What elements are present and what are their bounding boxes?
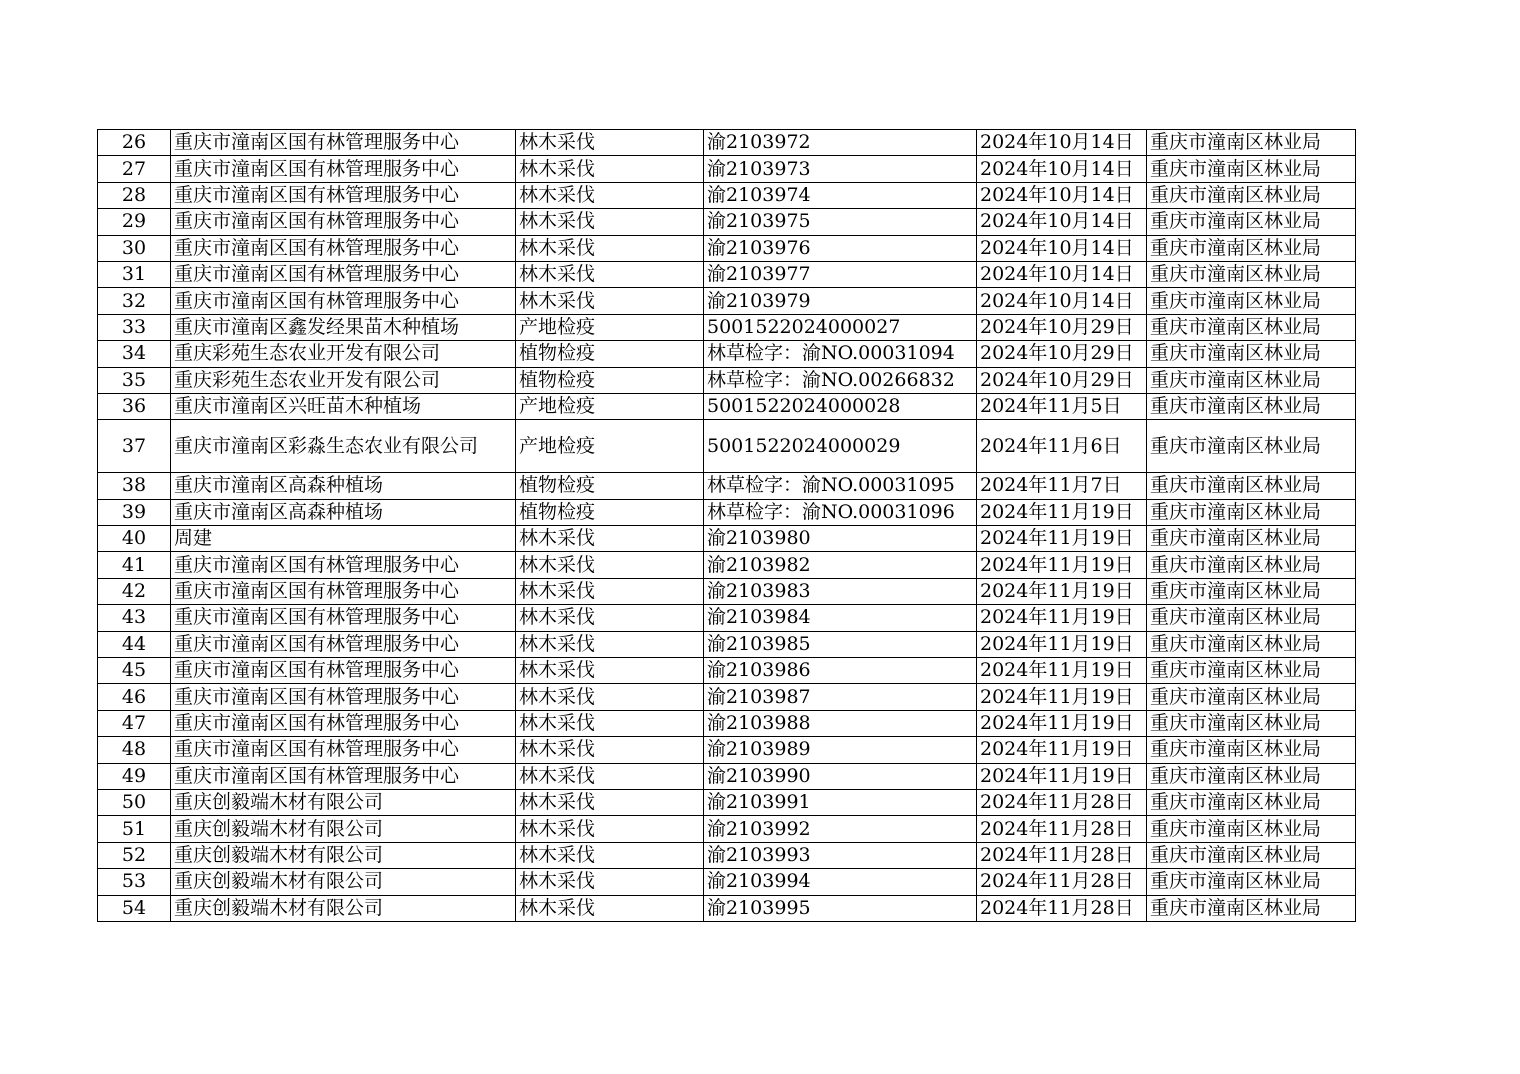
permit-type-cell: 林木采伐 — [516, 658, 704, 684]
permit-type-cell: 植物检疫 — [516, 341, 704, 367]
table-row — [98, 710, 1356, 736]
certificate-number-cell: 5001522024000029 — [704, 420, 977, 473]
issue-date-cell: 2024年10月14日 — [977, 156, 1147, 182]
issue-date-cell: 2024年11月19日 — [977, 684, 1147, 710]
issue-date-cell: 2024年11月19日 — [977, 499, 1147, 525]
row-number-cell: 36 — [98, 393, 171, 419]
issuing-authority-cell: 重庆市潼南区林业局 — [1147, 341, 1356, 367]
row-number-cell: 39 — [98, 499, 171, 525]
row-number-cell: 26 — [98, 130, 171, 156]
certificate-number-cell: 5001522024000027 — [704, 314, 977, 340]
table-row — [98, 209, 1356, 235]
unit-name-cell: 重庆市潼南区国有林管理服务中心 — [171, 578, 516, 604]
unit-name-cell: 重庆市潼南区国有林管理服务中心 — [171, 605, 516, 631]
issuing-authority-cell: 重庆市潼南区林业局 — [1147, 420, 1356, 473]
issuing-authority-cell: 重庆市潼南区林业局 — [1147, 526, 1356, 552]
unit-name-cell: 重庆创毅端木材有限公司 — [171, 895, 516, 921]
row-number-cell: 44 — [98, 631, 171, 657]
certificate-number-cell: 渝2103993 — [704, 842, 977, 868]
unit-name-cell: 重庆市潼南区兴旺苗木种植场 — [171, 393, 516, 419]
certificate-number-cell: 渝2103985 — [704, 631, 977, 657]
table-row — [98, 499, 1356, 525]
unit-name-cell: 重庆市潼南区国有林管理服务中心 — [171, 182, 516, 208]
permit-type-cell: 林木采伐 — [516, 156, 704, 182]
table-row — [98, 156, 1356, 182]
unit-name-cell: 重庆市潼南区国有林管理服务中心 — [171, 737, 516, 763]
issue-date-cell: 2024年10月14日 — [977, 261, 1147, 287]
permit-type-cell: 林木采伐 — [516, 789, 704, 815]
table-row — [98, 235, 1356, 261]
certificate-number-cell: 渝2103980 — [704, 526, 977, 552]
row-number-cell: 53 — [98, 869, 171, 895]
permit-type-cell: 林木采伐 — [516, 869, 704, 895]
row-number-cell: 46 — [98, 684, 171, 710]
table-row — [98, 341, 1356, 367]
permit-type-cell: 林木采伐 — [516, 684, 704, 710]
issue-date-cell: 2024年11月19日 — [977, 658, 1147, 684]
unit-name-cell: 重庆市潼南区鑫发经果苗木种植场 — [171, 314, 516, 340]
issuing-authority-cell: 重庆市潼南区林业局 — [1147, 235, 1356, 261]
certificate-number-cell: 渝2103979 — [704, 288, 977, 314]
permit-type-cell: 林木采伐 — [516, 895, 704, 921]
unit-name-cell: 重庆市潼南区国有林管理服务中心 — [171, 261, 516, 287]
unit-name-cell: 重庆市潼南区国有林管理服务中心 — [171, 288, 516, 314]
issue-date-cell: 2024年10月29日 — [977, 367, 1147, 393]
row-number-cell: 27 — [98, 156, 171, 182]
issuing-authority-cell: 重庆市潼南区林业局 — [1147, 658, 1356, 684]
permit-type-cell: 林木采伐 — [516, 763, 704, 789]
table-row — [98, 816, 1356, 842]
certificate-number-cell: 渝2103982 — [704, 552, 977, 578]
permit-type-cell: 植物检疫 — [516, 499, 704, 525]
table-row — [98, 789, 1356, 815]
issuing-authority-cell: 重庆市潼南区林业局 — [1147, 314, 1356, 340]
certificate-number-cell: 渝2103976 — [704, 235, 977, 261]
permit-type-cell: 林木采伐 — [516, 526, 704, 552]
certificate-number-cell: 林草检字：渝NO.00031096 — [704, 499, 977, 525]
issuing-authority-cell: 重庆市潼南区林业局 — [1147, 605, 1356, 631]
row-number-cell: 40 — [98, 526, 171, 552]
issue-date-cell: 2024年11月19日 — [977, 737, 1147, 763]
certificate-number-cell: 林草检字：渝NO.00031094 — [704, 341, 977, 367]
issuing-authority-cell: 重庆市潼南区林业局 — [1147, 182, 1356, 208]
row-number-cell: 52 — [98, 842, 171, 868]
issuing-authority-cell: 重庆市潼南区林业局 — [1147, 578, 1356, 604]
permit-type-cell: 林木采伐 — [516, 209, 704, 235]
row-number-cell: 45 — [98, 658, 171, 684]
issue-date-cell: 2024年11月19日 — [977, 526, 1147, 552]
row-number-cell: 43 — [98, 605, 171, 631]
unit-name-cell: 重庆市潼南区国有林管理服务中心 — [171, 235, 516, 261]
row-number-cell: 35 — [98, 367, 171, 393]
issuing-authority-cell: 重庆市潼南区林业局 — [1147, 499, 1356, 525]
unit-name-cell: 重庆创毅端木材有限公司 — [171, 789, 516, 815]
certificate-number-cell: 渝2103986 — [704, 658, 977, 684]
table-row — [98, 605, 1356, 631]
issue-date-cell: 2024年11月6日 — [977, 420, 1147, 473]
issue-date-cell: 2024年10月29日 — [977, 341, 1147, 367]
permit-type-cell: 林木采伐 — [516, 552, 704, 578]
issuing-authority-cell: 重庆市潼南区林业局 — [1147, 737, 1356, 763]
issuing-authority-cell: 重庆市潼南区林业局 — [1147, 789, 1356, 815]
issue-date-cell: 2024年10月14日 — [977, 182, 1147, 208]
issue-date-cell: 2024年11月28日 — [977, 789, 1147, 815]
certificate-number-cell: 渝2103973 — [704, 156, 977, 182]
table-row — [98, 367, 1356, 393]
certificate-number-cell: 渝2103990 — [704, 763, 977, 789]
certificate-number-cell: 渝2103987 — [704, 684, 977, 710]
unit-name-cell: 重庆创毅端木材有限公司 — [171, 869, 516, 895]
row-number-cell: 49 — [98, 763, 171, 789]
table-row — [98, 842, 1356, 868]
issue-date-cell: 2024年10月29日 — [977, 314, 1147, 340]
issuing-authority-cell: 重庆市潼南区林业局 — [1147, 842, 1356, 868]
issue-date-cell: 2024年10月14日 — [977, 235, 1147, 261]
table-row — [98, 261, 1356, 287]
certificate-number-cell: 渝2103992 — [704, 816, 977, 842]
table-row — [98, 684, 1356, 710]
certificate-number-cell: 渝2103972 — [704, 130, 977, 156]
row-number-cell: 48 — [98, 737, 171, 763]
row-number-cell: 54 — [98, 895, 171, 921]
certificate-number-cell: 渝2103974 — [704, 182, 977, 208]
issue-date-cell: 2024年11月19日 — [977, 763, 1147, 789]
permit-type-cell: 林木采伐 — [516, 737, 704, 763]
permit-type-cell: 产地检疫 — [516, 393, 704, 419]
issue-date-cell: 2024年11月19日 — [977, 631, 1147, 657]
issue-date-cell: 2024年11月19日 — [977, 710, 1147, 736]
issuing-authority-cell: 重庆市潼南区林业局 — [1147, 288, 1356, 314]
issuing-authority-cell: 重庆市潼南区林业局 — [1147, 393, 1356, 419]
unit-name-cell: 重庆彩苑生态农业开发有限公司 — [171, 367, 516, 393]
certificate-number-cell: 渝2103989 — [704, 737, 977, 763]
certificate-number-cell: 渝2103988 — [704, 710, 977, 736]
certificate-number-cell: 渝2103983 — [704, 578, 977, 604]
issue-date-cell: 2024年11月19日 — [977, 578, 1147, 604]
records-table — [97, 129, 1356, 922]
unit-name-cell: 重庆创毅端木材有限公司 — [171, 842, 516, 868]
row-number-cell: 47 — [98, 710, 171, 736]
row-number-cell: 30 — [98, 235, 171, 261]
issue-date-cell: 2024年11月28日 — [977, 816, 1147, 842]
table-row — [98, 737, 1356, 763]
table-row — [98, 552, 1356, 578]
permit-type-cell: 林木采伐 — [516, 605, 704, 631]
unit-name-cell: 重庆市潼南区彩淼生态农业有限公司 — [171, 420, 516, 473]
issue-date-cell: 2024年11月19日 — [977, 552, 1147, 578]
permit-type-cell: 林木采伐 — [516, 261, 704, 287]
table-row — [98, 288, 1356, 314]
issuing-authority-cell: 重庆市潼南区林业局 — [1147, 869, 1356, 895]
certificate-number-cell: 渝2103995 — [704, 895, 977, 921]
unit-name-cell: 重庆市潼南区国有林管理服务中心 — [171, 684, 516, 710]
table-row — [98, 869, 1356, 895]
issuing-authority-cell: 重庆市潼南区林业局 — [1147, 552, 1356, 578]
permit-type-cell: 林木采伐 — [516, 842, 704, 868]
permit-type-cell: 林木采伐 — [516, 288, 704, 314]
row-number-cell: 33 — [98, 314, 171, 340]
unit-name-cell: 重庆市潼南区高森种植场 — [171, 499, 516, 525]
row-number-cell: 29 — [98, 209, 171, 235]
unit-name-cell: 周建 — [171, 526, 516, 552]
issuing-authority-cell: 重庆市潼南区林业局 — [1147, 261, 1356, 287]
table-row — [98, 393, 1356, 419]
issuing-authority-cell: 重庆市潼南区林业局 — [1147, 130, 1356, 156]
table-row — [98, 658, 1356, 684]
unit-name-cell: 重庆市潼南区国有林管理服务中心 — [171, 156, 516, 182]
certificate-number-cell: 渝2103975 — [704, 209, 977, 235]
issuing-authority-cell: 重庆市潼南区林业局 — [1147, 816, 1356, 842]
permit-type-cell: 产地检疫 — [516, 420, 704, 473]
certificate-number-cell: 林草检字：渝NO.00266832 — [704, 367, 977, 393]
row-number-cell: 32 — [98, 288, 171, 314]
unit-name-cell: 重庆市潼南区国有林管理服务中心 — [171, 130, 516, 156]
certificate-number-cell: 渝2103984 — [704, 605, 977, 631]
row-number-cell: 51 — [98, 816, 171, 842]
issuing-authority-cell: 重庆市潼南区林业局 — [1147, 763, 1356, 789]
unit-name-cell: 重庆创毅端木材有限公司 — [171, 816, 516, 842]
issue-date-cell: 2024年11月7日 — [977, 473, 1147, 499]
permit-type-cell: 林木采伐 — [516, 235, 704, 261]
row-number-cell: 31 — [98, 261, 171, 287]
issue-date-cell: 2024年11月28日 — [977, 869, 1147, 895]
issuing-authority-cell: 重庆市潼南区林业局 — [1147, 710, 1356, 736]
row-number-cell: 38 — [98, 473, 171, 499]
certificate-number-cell: 渝2103994 — [704, 869, 977, 895]
issue-date-cell: 2024年11月19日 — [977, 605, 1147, 631]
unit-name-cell: 重庆市潼南区国有林管理服务中心 — [171, 710, 516, 736]
permit-type-cell: 林木采伐 — [516, 578, 704, 604]
unit-name-cell: 重庆彩苑生态农业开发有限公司 — [171, 341, 516, 367]
issuing-authority-cell: 重庆市潼南区林业局 — [1147, 209, 1356, 235]
issuing-authority-cell: 重庆市潼南区林业局 — [1147, 684, 1356, 710]
issue-date-cell: 2024年11月28日 — [977, 842, 1147, 868]
row-number-cell: 50 — [98, 789, 171, 815]
certificate-number-cell: 渝2103977 — [704, 261, 977, 287]
issue-date-cell: 2024年11月28日 — [977, 895, 1147, 921]
row-number-cell: 37 — [98, 420, 171, 473]
unit-name-cell: 重庆市潼南区国有林管理服务中心 — [171, 209, 516, 235]
unit-name-cell: 重庆市潼南区国有林管理服务中心 — [171, 631, 516, 657]
row-number-cell: 34 — [98, 341, 171, 367]
issue-date-cell: 2024年10月14日 — [977, 130, 1147, 156]
row-number-cell: 42 — [98, 578, 171, 604]
permit-type-cell: 林木采伐 — [516, 710, 704, 736]
certificate-number-cell: 渝2103991 — [704, 789, 977, 815]
table-row — [98, 314, 1356, 340]
issuing-authority-cell: 重庆市潼南区林业局 — [1147, 473, 1356, 499]
certificate-number-cell: 5001522024000028 — [704, 393, 977, 419]
issuing-authority-cell: 重庆市潼南区林业局 — [1147, 156, 1356, 182]
issuing-authority-cell: 重庆市潼南区林业局 — [1147, 895, 1356, 921]
table-row — [98, 895, 1356, 921]
table-row — [98, 473, 1356, 499]
unit-name-cell: 重庆市潼南区国有林管理服务中心 — [171, 658, 516, 684]
unit-name-cell: 重庆市潼南区国有林管理服务中心 — [171, 763, 516, 789]
issuing-authority-cell: 重庆市潼南区林业局 — [1147, 631, 1356, 657]
permit-type-cell: 林木采伐 — [516, 182, 704, 208]
issuing-authority-cell: 重庆市潼南区林业局 — [1147, 367, 1356, 393]
records-table-body — [98, 130, 1356, 922]
table-row — [98, 420, 1356, 473]
permit-type-cell: 产地检疫 — [516, 314, 704, 340]
table-row — [98, 526, 1356, 552]
permit-type-cell: 林木采伐 — [516, 130, 704, 156]
permit-type-cell: 植物检疫 — [516, 473, 704, 499]
table-row — [98, 182, 1356, 208]
table-row — [98, 763, 1356, 789]
row-number-cell: 41 — [98, 552, 171, 578]
unit-name-cell: 重庆市潼南区国有林管理服务中心 — [171, 552, 516, 578]
certificate-number-cell: 林草检字：渝NO.00031095 — [704, 473, 977, 499]
issue-date-cell: 2024年10月14日 — [977, 288, 1147, 314]
unit-name-cell: 重庆市潼南区高森种植场 — [171, 473, 516, 499]
permit-type-cell: 林木采伐 — [516, 816, 704, 842]
table-row — [98, 631, 1356, 657]
permit-type-cell: 植物检疫 — [516, 367, 704, 393]
issue-date-cell: 2024年10月14日 — [977, 209, 1147, 235]
table-row — [98, 130, 1356, 156]
row-number-cell: 28 — [98, 182, 171, 208]
issue-date-cell: 2024年11月5日 — [977, 393, 1147, 419]
permit-type-cell: 林木采伐 — [516, 631, 704, 657]
table-row — [98, 578, 1356, 604]
